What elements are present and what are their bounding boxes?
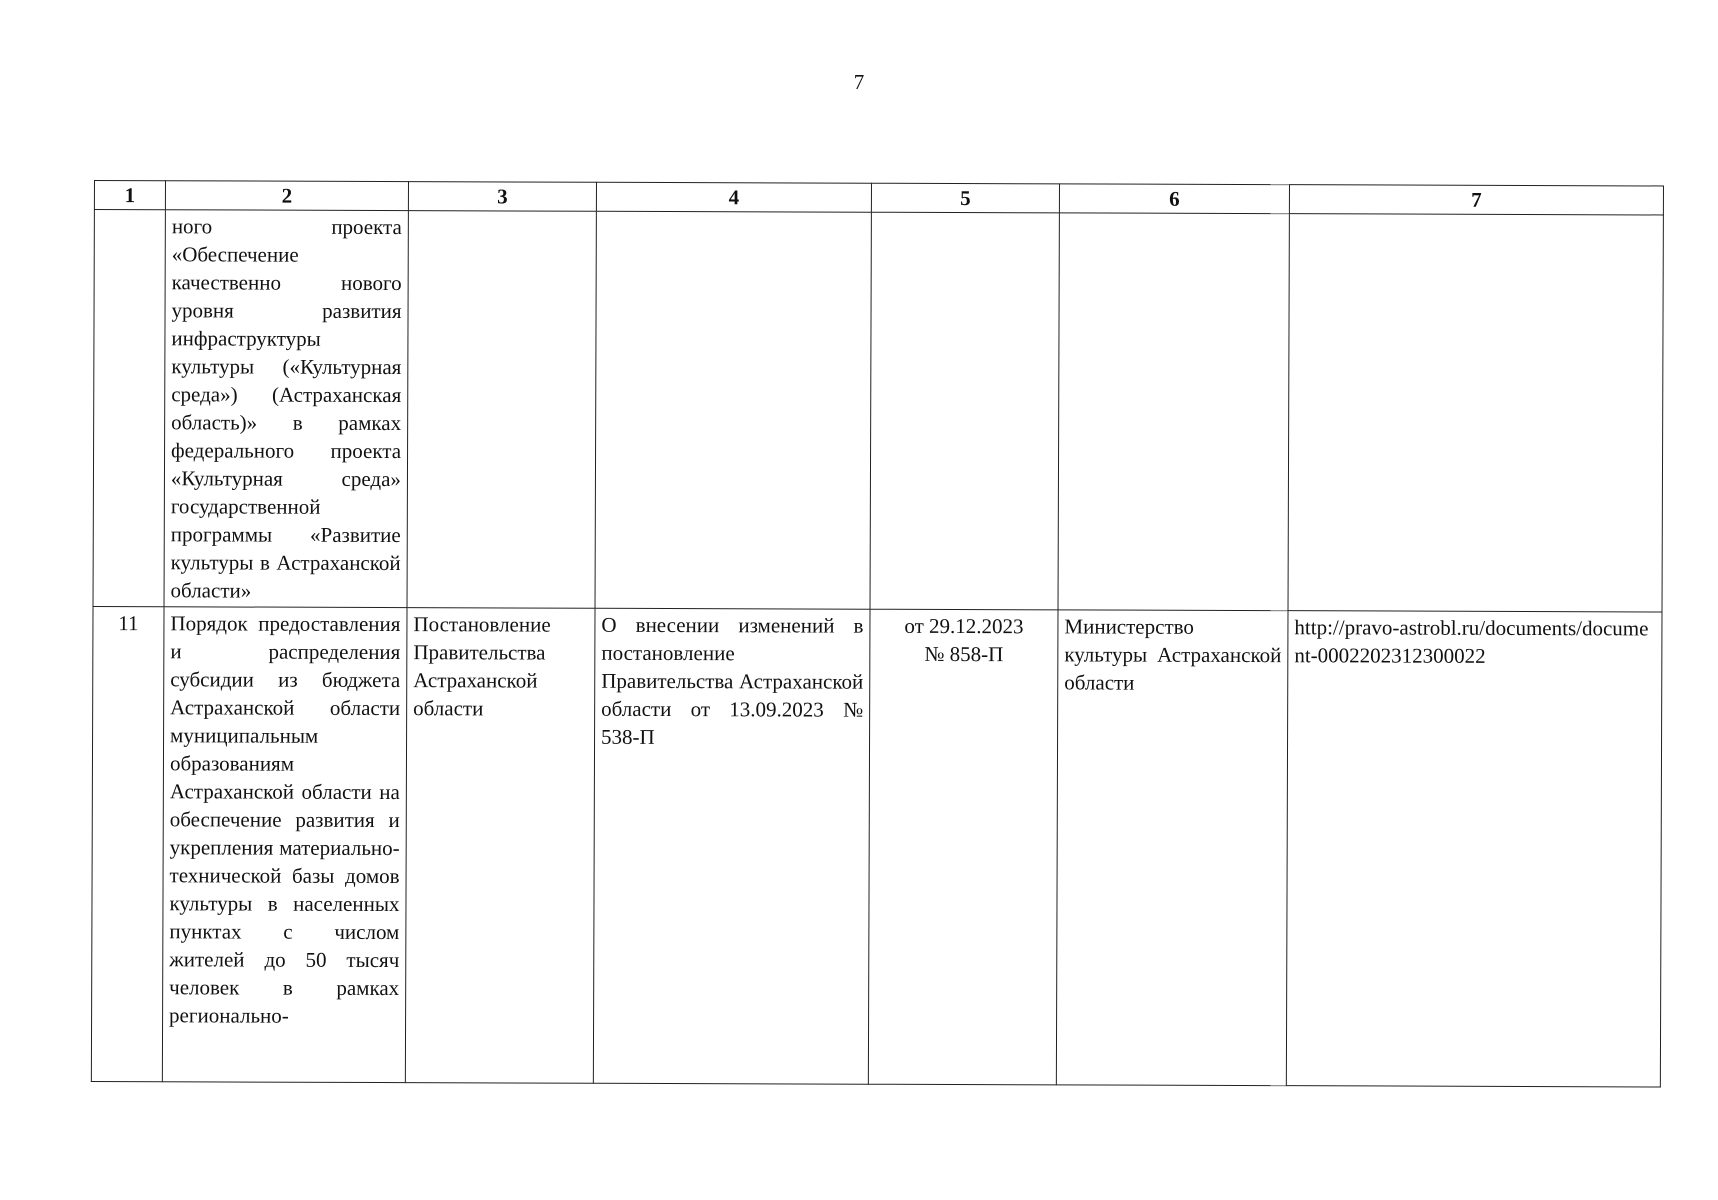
act-doc-type: Постановление Правительства Астраханской области: [405, 608, 595, 1084]
act-authority: Министерство культуры Астраханской области: [1056, 610, 1288, 1086]
column-header-4: 4: [596, 182, 871, 212]
continuation-cell-title: [595, 211, 871, 609]
act-date-number: от 29.12.2023 № 858-П: [868, 609, 1058, 1085]
table-row-11: [91, 606, 1662, 1086]
act-name: Порядок предоставления и распределения субсидии из бюджета Астраханской области муниципальным образованиям Астраханской области на обеспечение развития и укрепления материально-технической базы домов культуры в населенных пунктах с числом жителей до 50 тысяч человек в рамках регионально-: [162, 607, 407, 1083]
continuation-cell-number: [93, 210, 165, 607]
column-header-7: 7: [1289, 185, 1663, 215]
column-header-6: 6: [1059, 184, 1289, 214]
continuation-cell-url: [1288, 214, 1663, 612]
column-header-5: 5: [871, 183, 1059, 213]
column-header-3: 3: [408, 182, 596, 212]
table-row-continuation: [93, 210, 1663, 612]
continuation-cell-doc-type: [407, 211, 596, 609]
row-number: 11: [91, 606, 164, 1081]
column-header-1: 1: [94, 181, 165, 210]
page-number: 7: [853, 70, 865, 94]
continuation-cell-date: [870, 212, 1059, 610]
continuation-cell-name: ного проекта «Обеспечение качественно нового уровня развития инфраструктуры культуры («Культурная среда») (Астраханская область)» в рамках федерального проекта «Культурная среда» государственной программы «Развитие культуры в Астраханской области»: [164, 210, 408, 608]
act-title: О внесении изменений в постановление Правительства Астраханской области от 13.09.2023 № 538-П: [593, 608, 870, 1084]
act-url-link[interactable]: http://pravo-astrobl.ru/documents/document-0002202312300022: [1286, 611, 1662, 1087]
column-header-2: 2: [165, 181, 408, 211]
continuation-cell-authority: [1058, 213, 1289, 611]
legal-acts-table: [91, 180, 1664, 1087]
